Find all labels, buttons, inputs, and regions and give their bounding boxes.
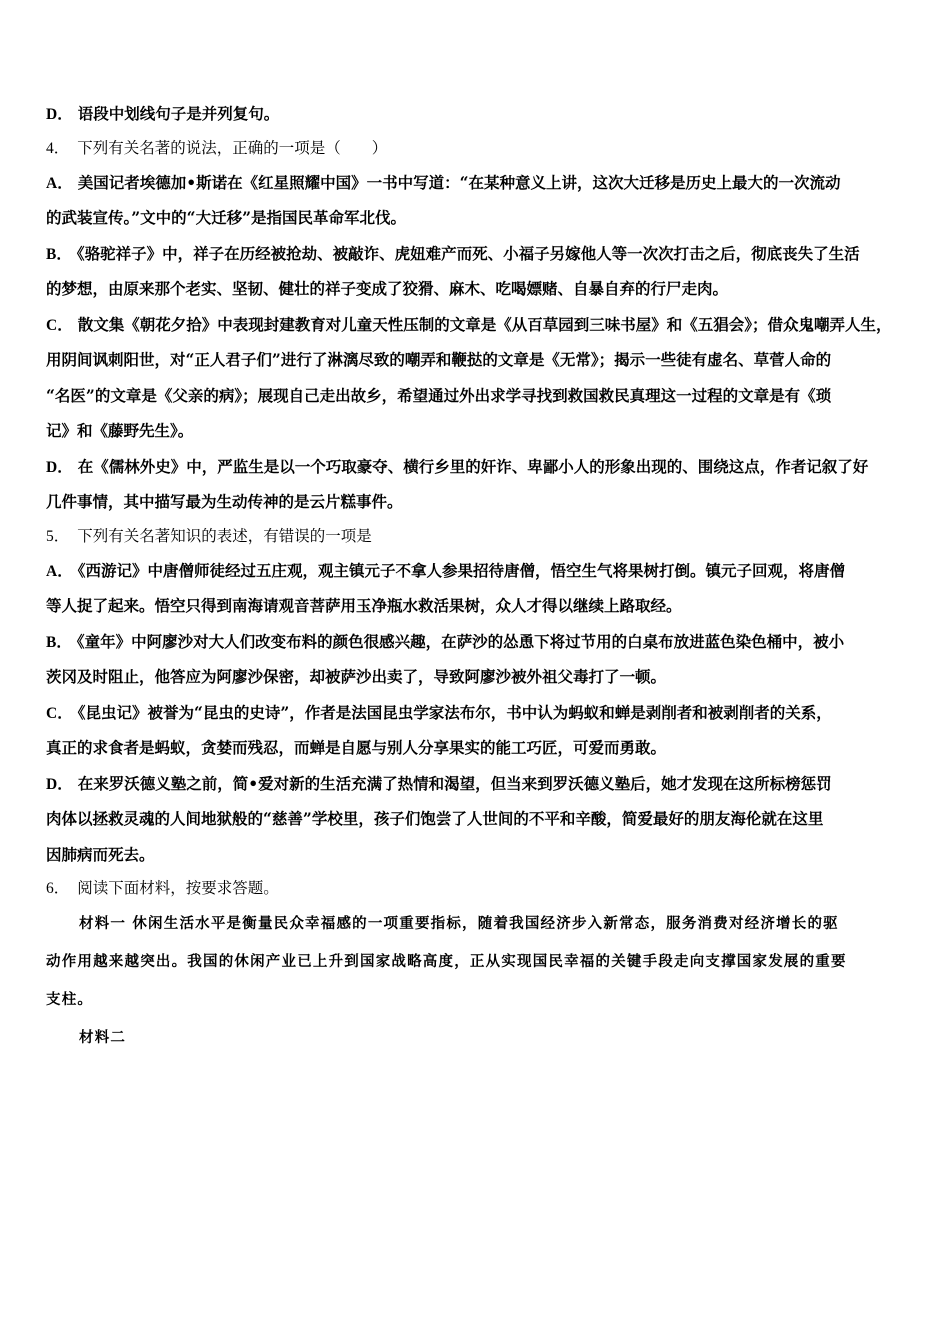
option-text: 几件事情，其中描写最为生动传神的是云片糕事件。 [46, 492, 403, 511]
option-text: “名医”的文章是《父亲的病》；展现自己走出故乡，希望通过外出求学寻找到救国救民真理这一过程的文章是有《琐 [46, 385, 832, 405]
option-label: D． [46, 458, 73, 476]
material-line: 材料一 休闲生活水平是衡量民众幸福感的一项重要指标，随着我国经济步入新常态，服务消费对经济增长的驱 [79, 915, 839, 932]
question-5-option-b [46, 624, 916, 695]
option-text: 茨冈及时阻止，他答应为阿廖沙保密，却被萨沙出卖了，导致阿廖沙被外祖父毒打了一顿。 [46, 667, 667, 686]
option-text: 真正的求食者是蚂蚁，贪婪而残忍，而蝉是自愿与别人分享果实的能工巧匠，可爱而勇敢。 [46, 738, 667, 757]
option-label: D． [46, 775, 73, 793]
question-text: 阅读下面材料，按要求答题。 [77, 879, 279, 897]
question-text: 下列有关名著知识的表述，有错误的一项是 [77, 526, 372, 545]
option-text: 的武装宣传。”文中的“大迁移”是指国民革命军北伐。 [46, 208, 406, 227]
question-5-option-d [46, 766, 916, 873]
option-label: A． [46, 174, 73, 192]
prev-option-d [46, 96, 916, 132]
option-label: C． [46, 704, 73, 722]
option-text: 因肺病而死去。 [46, 844, 155, 864]
material-line: 支柱。 [46, 991, 94, 1008]
option-text: 美国记者埃德加•斯诺在《红星照耀中国》一书中写道：“在某种意义上讲，这次大迁移是历史上最大的一次流动 [77, 172, 841, 192]
option-text: 记》和《藤野先生》。 [46, 421, 194, 440]
option-text: 用阴间讽刺阳世，对“正人君子们”进行了淋漓尽致的嘲弄和鞭挞的文章是《无常》；揭示一些徒有虚名、草菅人命的 [46, 350, 832, 369]
material-line: 动作用越来越突出。我国的休闲产业已上升到国家战略高度，正从实现国民幸福的关键手段走向支撑国家发展的重要 [46, 953, 847, 970]
option-text: 在来罗沃德义塾之前，简•爱对新的生活充满了热情和渴望，但当来到罗沃德义塾后，她才发现在这所标榜惩罚 [77, 773, 832, 793]
option-text: 《童年》中阿廖沙对大人们改变布料的颜色很感兴趣，在萨沙的怂恿下将过节用的白桌布放进蓝色染色桶中，被小 [76, 631, 845, 651]
option-text: 语段中划线句子是并列复句。 [77, 104, 280, 123]
option-label: D． [46, 106, 73, 123]
question-4-stem [46, 132, 916, 165]
option-text: 肉体以拯救灵魂的人间地狱般的“慈善”学校里，孩子们饱尝了人世间的不平和辛酸，简爱最好的朋友海伦就在这里 [46, 809, 824, 828]
question-5-option-a [46, 553, 916, 624]
question-number: 5． [46, 527, 70, 545]
option-text: 《骆驼祥子》中，祥子在历经被抢劫、被敲诈、虎妞难产而死、小福子另嫁他人等一次次打击之后，彻底丧失了生活 [76, 243, 860, 263]
option-text: 散文集《朝花夕拾》中表现封建教育对儿童天性压制的文章是《从百草园到三味书屋》和《五猖会》；借众鬼嘲弄人生， [77, 314, 892, 334]
option-text: 等人捉了起来。悟空只得到南海请观音菩萨用玉净瓶水救活果树，众人才得以继续上路取经。 [46, 596, 682, 615]
option-label: B． [46, 633, 72, 651]
question-number: 6． [46, 880, 70, 897]
question-4-option-d [46, 449, 916, 520]
question-4-option-a [46, 165, 916, 236]
question-text: 下列有关名著的说法，正确的一项是（ ） [77, 138, 388, 157]
material-one [46, 905, 916, 1019]
option-text: 的梦想，由原来那个老实、坚韧、健壮的祥子变成了狡猾、麻木、吃喝嫖赌、自暴自弃的行尸走肉。 [46, 279, 729, 298]
document-body [46, 96, 916, 1057]
material-two-title: 材料二 [79, 1029, 127, 1046]
question-5-stem [46, 520, 916, 553]
question-4-option-b [46, 236, 916, 307]
option-text: 在《儒林外史》中，严监生是以一个巧取豪夺、横行乡里的奸诈、卑鄙小人的形象出现的、围绕这点，作者记叙了好 [77, 456, 869, 476]
option-text: 《西游记》中唐僧师徒经过五庄观，观主镇元子不拿人参果招待唐僧，悟空生气将果树打倒。镇元子回观，将唐僧 [77, 560, 845, 580]
question-number: 4． [46, 139, 70, 157]
option-text: 《昆虫记》被誉为“昆虫的史诗”，作者是法国昆虫学家法布尔，书中认为蚂蚁和蝉是剥削者和被剥削者的关系， [77, 702, 832, 722]
option-label: A． [46, 562, 73, 580]
option-label: B． [46, 245, 72, 263]
question-5-option-c [46, 695, 916, 766]
question-6-stem [46, 872, 916, 905]
question-4-option-c [46, 307, 916, 449]
option-label: C． [46, 316, 73, 334]
